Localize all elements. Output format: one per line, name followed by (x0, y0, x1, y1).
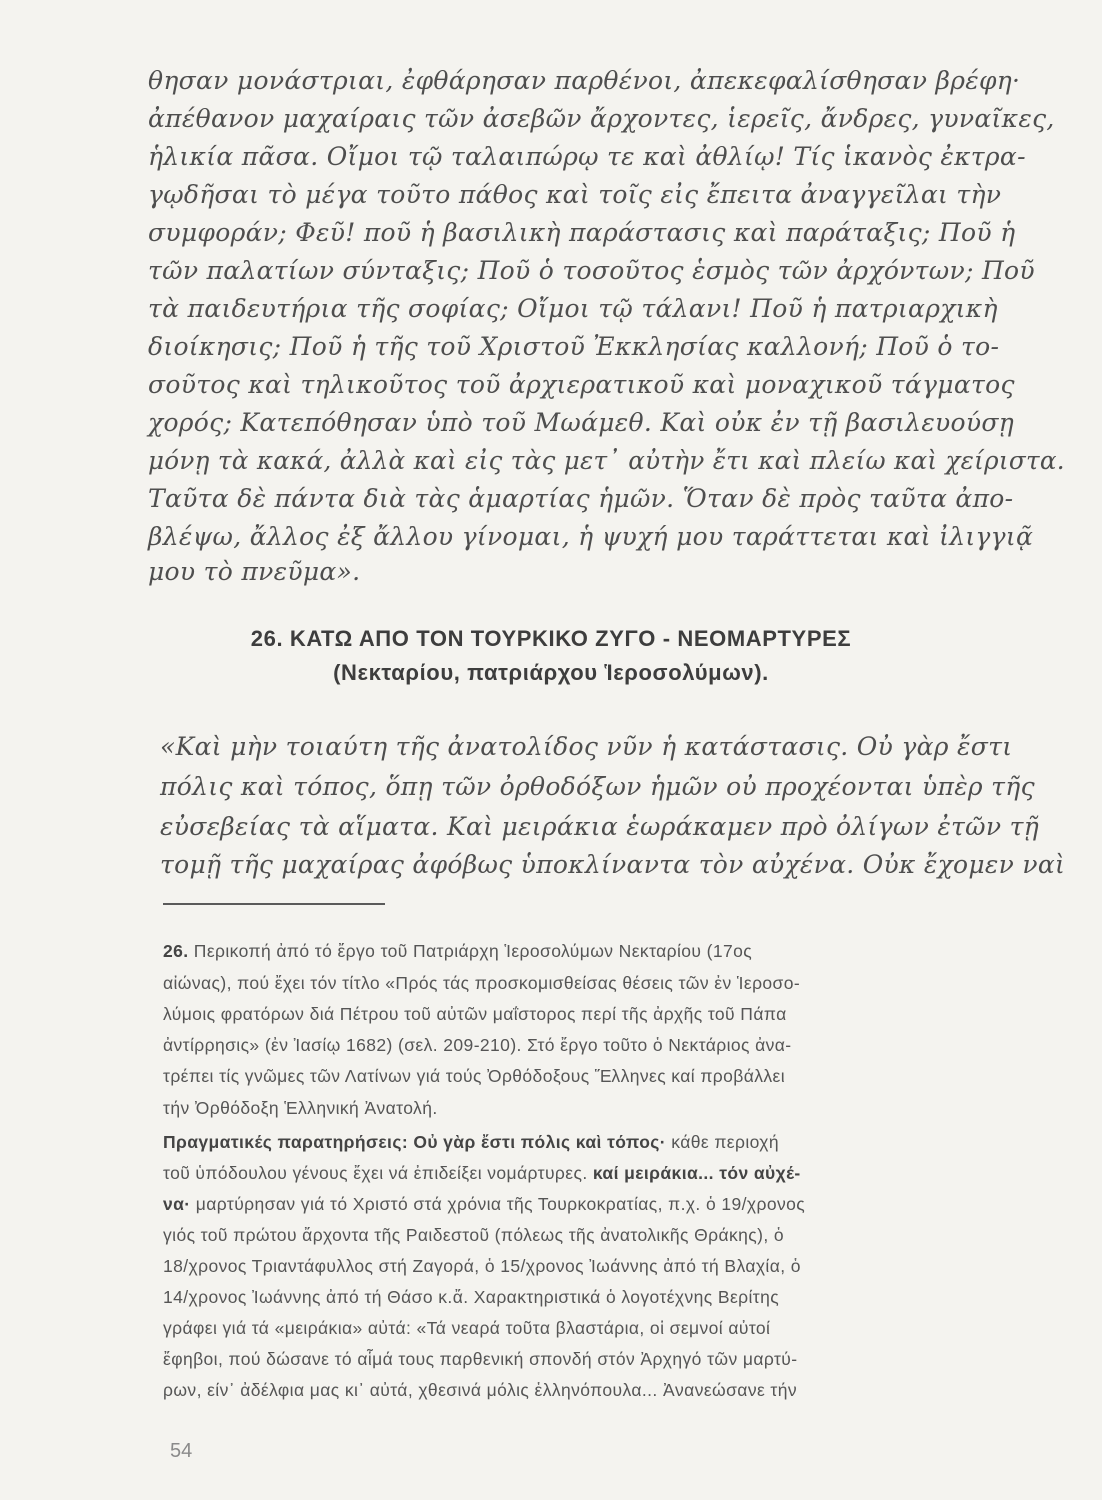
remarks-label: Πραγματικές παρατηρήσεις: (163, 1132, 409, 1152)
remarks-text: τοῦ ὑπόδουλου γένους ἔχει νά ἐπιδείξει νομάρτυρες. (163, 1163, 588, 1183)
remarks-quote: Οὐ γὰρ ἔστι πόλις καὶ τόπος· (413, 1132, 667, 1152)
remarks-line (163, 1162, 1063, 1184)
remarks-line: ἔφηβοι, πού δώσανε τό αἷμά τους παρθενική σπονδή στόν Ἀρχηγό τῶν μαρτύ- (163, 1349, 798, 1369)
quote-line: χορός; Κατεπόθησαν ὑπὸ τοῦ Μωάμεθ. Καὶ οὐκ ἐν τῇ βασιλευούσῃ (148, 408, 1015, 437)
body-line: «Καὶ μὴν τοιαύτη τῆς ἀνατολίδος νῦν ἡ κατάστασις. Οὐ γὰρ ἔστι (160, 732, 1013, 761)
section-subtitle: (Νεκταρίου, πατριάρχου Ἱεροσολύμων). (333, 660, 769, 685)
quote-line: ἡλικία πᾶσα. Οἴμοι τῷ ταλαιπώρῳ τε καὶ ἀθλίῳ! Τίς ἱκανὸς ἐκτρα- (148, 142, 1026, 171)
remarks-line (163, 1131, 1063, 1153)
quote-line: μου τὸ πνεῦμα». (148, 557, 361, 586)
quote-line: μόνῃ τὰ κακά, ἀλλὰ καὶ εἰς τὰς μετ᾽ αὐτὴν ἔτι καὶ πλείω καὶ χείριστα. (148, 446, 1065, 475)
footnote-line: τρέπει τίς γνῶμες τῶν Λατίνων γιά τούς Ὀρθόδοξους Ἕλληνες καί προβάλλει (163, 1066, 786, 1086)
quote-line: Ταῦτα δὲ πάντα διὰ τὰς ἁμαρτίας ἡμῶν. Ὅταν δὲ πρὸς ταῦτα ἀπο- (148, 484, 1014, 513)
quote-line: τῶν παλατίων σύνταξις; Ποῦ ὁ τοσοῦτος ἑσμὸς τῶν ἀρχόντων; Ποῦ (148, 256, 1035, 285)
quote-line: σοῦτος καὶ τηλικοῦτος τοῦ ἀρχιερατικοῦ καὶ μοναχικοῦ τάγματος (148, 370, 1015, 399)
footnote-text: Περικοπή ἀπό τό ἔργο τοῦ Πατριάρχη Ἱεροσολύμων Νεκταρίου (17ος (193, 941, 753, 961)
remarks-line: γράφει γιά τά «μειράκια» αὐτά: «Τά νεαρά τοῦτα βλαστάρια, οἱ σεμνοί αὐτοί (163, 1318, 771, 1338)
footnote-line: αἰώνας), πού ἔχει τόν τίτλο «Πρός τάς προσκομισθείσας θέσεις τῶν ἐν Ἱεροσο- (163, 973, 801, 993)
quote-line: συμφοράν; Φεῦ! ποῦ ἡ βασιλικὴ παράστασις καὶ παράταξις; Ποῦ ἡ (148, 218, 1016, 247)
page-number: 54 (170, 1440, 193, 1462)
footnote-line: τήν Ὀρθόδοξη Ἑλληνική Ἀνατολή. (163, 1098, 438, 1118)
footnote-line: ἀντίρρησις» (ἐν Ἰασίῳ 1682) (σελ. 209-210). Στό ἔργο τοῦτο ὁ Νεκτάριος ἀνα- (163, 1035, 792, 1055)
footnote-line (163, 940, 1063, 962)
footnote-rule (163, 903, 385, 905)
remarks-line: γιός τοῦ πρώτου ἄρχοντα τῆς Ραιδεστοῦ (πόλεως τῆς ἀνατολικῆς Θράκης), ὁ (163, 1225, 784, 1245)
remarks-line: 18/χρονος Τριαντάφυλλος στή Ζαγορά, ὁ 15/χρονος Ἰωάννης ἀπό τή Βλαχία, ὁ (163, 1256, 801, 1276)
remarks-line: ρων, είν᾽ ἀδέλφια μας κι᾽ αὐτά, χθεσινά μόλις ἑλληνόπουλα... Ἀνανεώσανε τήν (163, 1380, 798, 1400)
body-line: πόλις καὶ τόπος, ὅπῃ τῶν ὀρθοδόξων ἡμῶν οὐ προχέονται ὑπὲρ τῆς (160, 772, 1035, 801)
footnote-line: λύμοις φρατόρων διά Πέτρου τοῦ αὐτῶν μαΐστορος περί τῆς ἀρχῆς τοῦ Πάπα (163, 1004, 787, 1024)
quote-line: διοίκησις; Ποῦ ἡ τῆς τοῦ Χριστοῦ Ἐκκλησίας καλλονή; Ποῦ ὁ το- (148, 332, 1000, 361)
quote-line: βλέψω, ἄλλος ἐξ ἄλλου γίνομαι, ἡ ψυχή μου ταράττεται καὶ ἰλιγγιᾷ (148, 522, 1034, 551)
body-line: εὐσεβείας τὰ αἵματα. Καὶ μειράκια ἑωράκαμεν πρὸ ὀλίγων ἐτῶν τῇ (160, 812, 1039, 841)
remarks-quote: καί μειράκια... τόν αὐχέ- (592, 1163, 801, 1183)
remarks-text: μαρτύρησαν γιά τό Χριστό στά χρόνια τῆς Τουρκοκρατίας, π.χ. ὁ 19/χρονος (195, 1194, 806, 1214)
remarks-quote: να· (163, 1194, 191, 1214)
remarks-line (163, 1193, 1063, 1215)
quote-line: τὰ παιδευτήρια τῆς σοφίας; Οἴμοι τῷ τάλανι! Ποῦ ἡ πατριαρχικὴ (148, 294, 998, 323)
footnote-number: 26. (163, 941, 189, 961)
quote-line: ἀπέθανον μαχαίραις τῶν ἀσεβῶν ἄρχοντες, ἱερεῖς, ἄνδρες, γυναῖκες, (148, 104, 1055, 133)
section-title: 26. ΚΑΤΩ ΑΠΟ ΤΟΝ ΤΟΥΡΚΙΚΟ ΖΥΓΟ - ΝΕΟΜΑΡΤΥΡΕΣ (250, 626, 852, 651)
remarks-text: κάθε περιοχή (671, 1132, 780, 1152)
quote-line: θησαν μονάστριαι, ἐφθάρησαν παρθένοι, ἀπεκεφαλίσθησαν βρέφη· (148, 66, 1021, 95)
body-line: τομῇ τῆς μαχαίρας ἀφόβως ὑποκλίναντα τὸν αὐχένα. Οὐκ ἔχομεν ναὶ (160, 850, 1066, 879)
quote-line: γῳδῆσαι τὸ μέγα τοῦτο πάθος καὶ τοῖς εἰς ἔπειτα ἀναγγεῖλαι τὴν (148, 180, 1002, 209)
remarks-line: 14/χρονος Ἰωάννης ἀπό τή Θάσο κ.ἄ. Χαρακτηριστικά ὁ λογοτέχνης Βερίτης (163, 1287, 780, 1307)
